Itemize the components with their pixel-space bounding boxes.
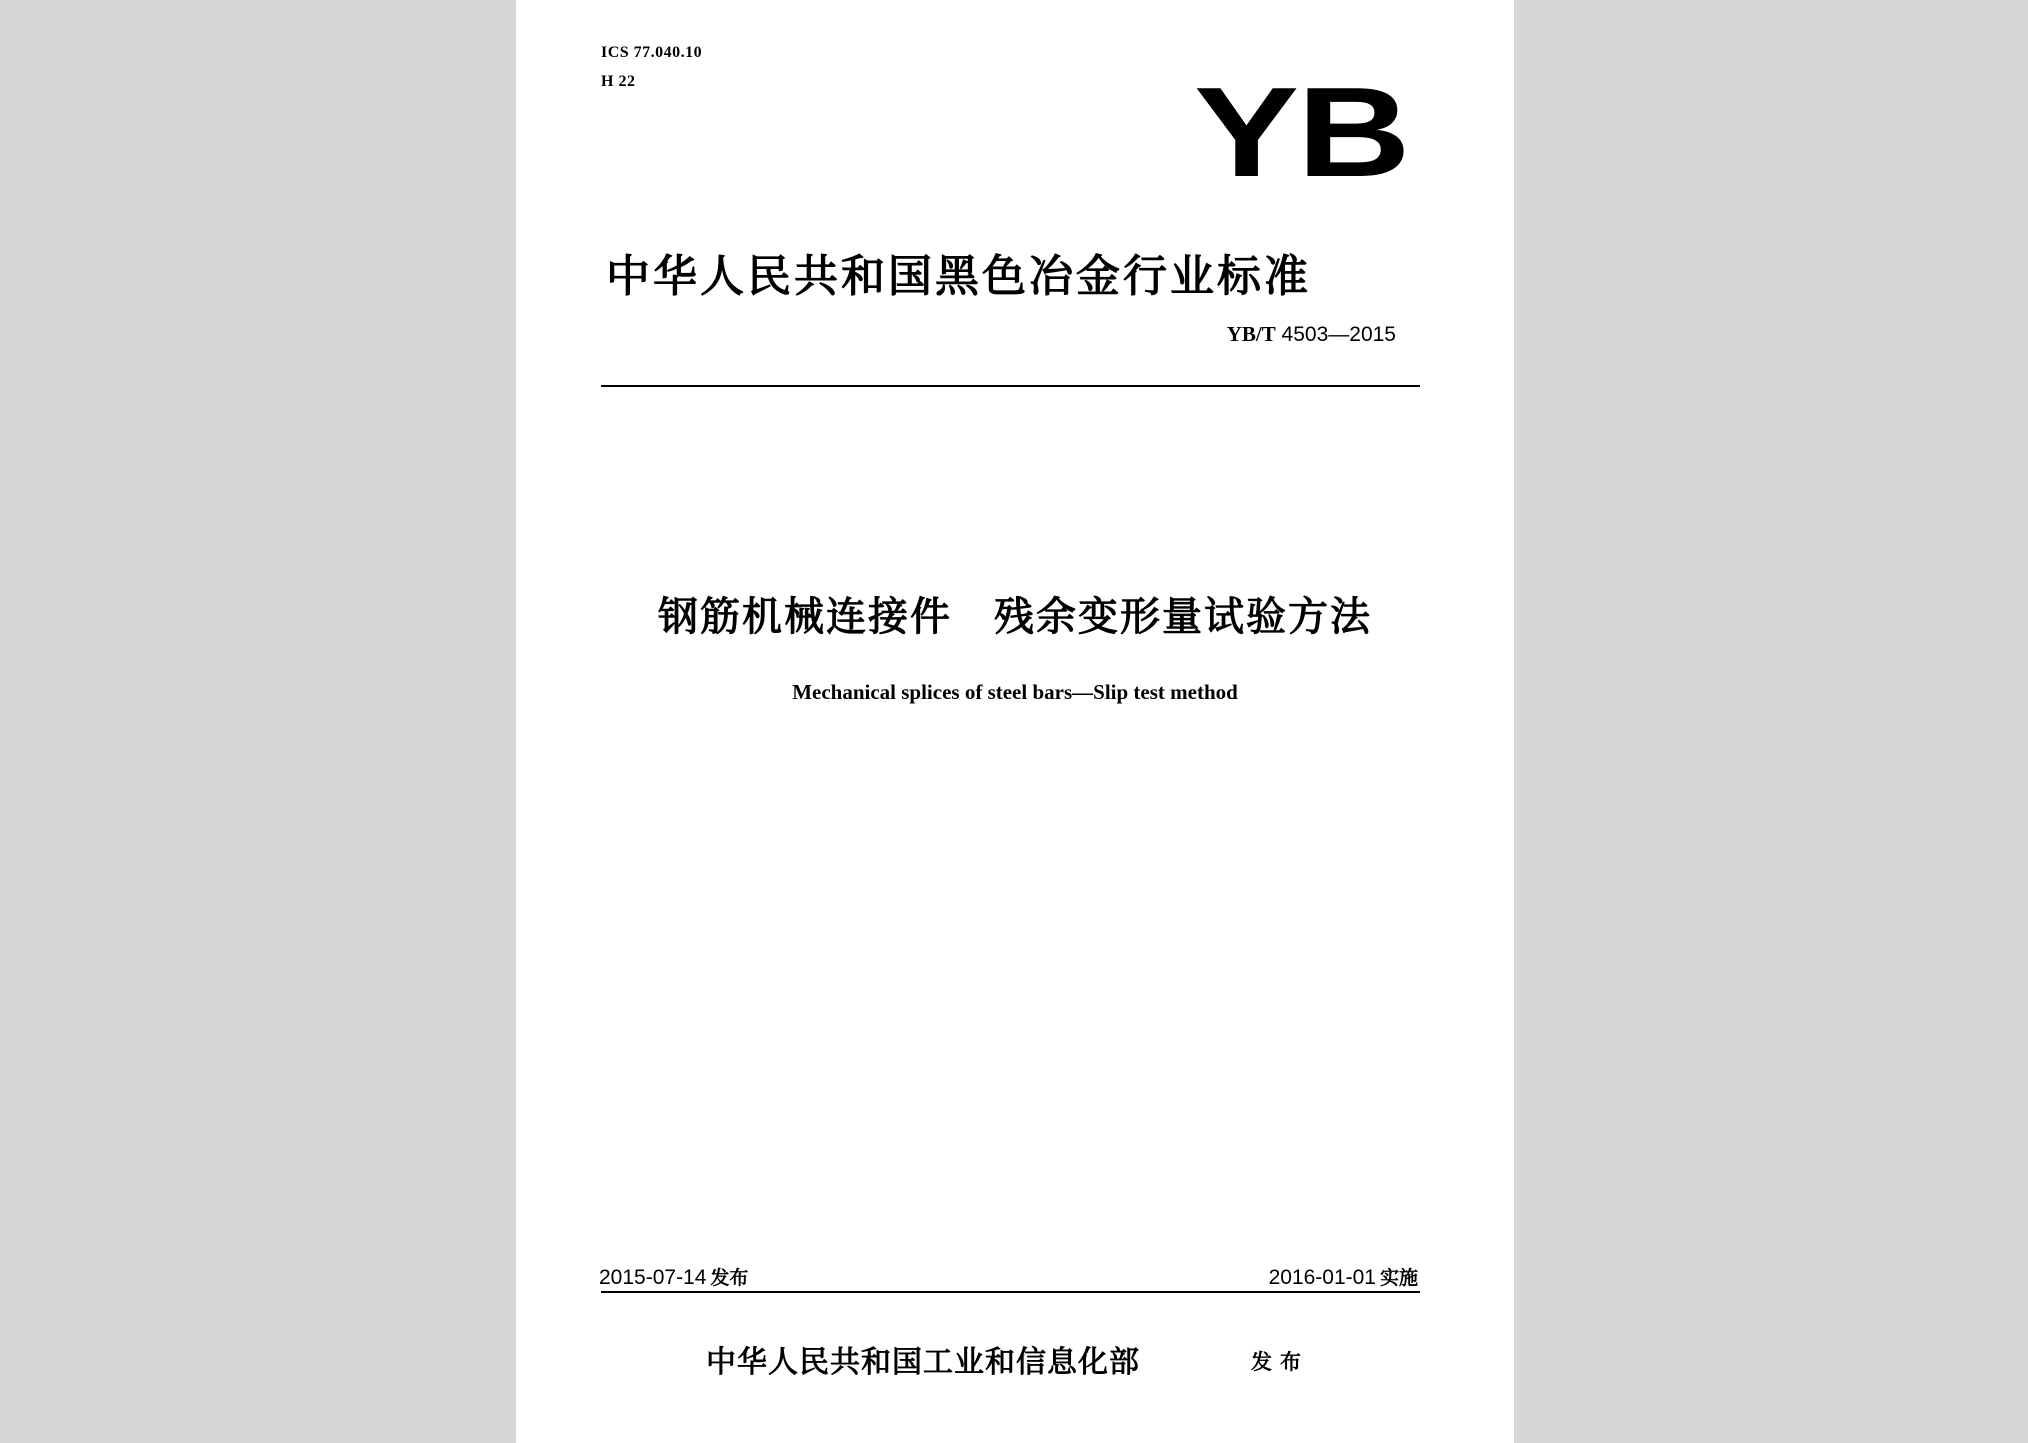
yb-logo: YB bbox=[1194, 60, 1409, 204]
ics-code: ICS 77.040.10 bbox=[601, 44, 703, 61]
issue-date-label: 发布 bbox=[710, 1267, 749, 1289]
implementation-date-value: 2016-01-01 bbox=[1268, 1266, 1376, 1289]
ccs-code: H 22 bbox=[601, 73, 636, 90]
standard-number-rest: 4503—2015 bbox=[1275, 323, 1396, 346]
document-page bbox=[516, 0, 1514, 1443]
publish-label: 发布 bbox=[1251, 1349, 1309, 1374]
standard-title: 中华人民共和国黑色冶金行业标准 bbox=[606, 251, 1311, 302]
issue-date bbox=[599, 1263, 748, 1290]
top-divider bbox=[601, 385, 1420, 387]
issue-date-value: 2015-07-14 bbox=[599, 1266, 707, 1289]
implementation-date-label: 实施 bbox=[1379, 1267, 1418, 1289]
bottom-divider bbox=[601, 1291, 1420, 1293]
standard-number-prefix: YB/T bbox=[1226, 322, 1276, 346]
document-title-cn: 钢筋机械连接件 残余变形量试验方法 bbox=[658, 594, 1372, 640]
standard-number bbox=[1227, 322, 1396, 347]
document-title-en: Mechanical splices of steel bars—Slip test method bbox=[792, 680, 1238, 704]
implementation-date bbox=[1269, 1263, 1418, 1290]
publisher-name: 中华人民共和国工业和信息化部 bbox=[706, 1345, 1140, 1380]
